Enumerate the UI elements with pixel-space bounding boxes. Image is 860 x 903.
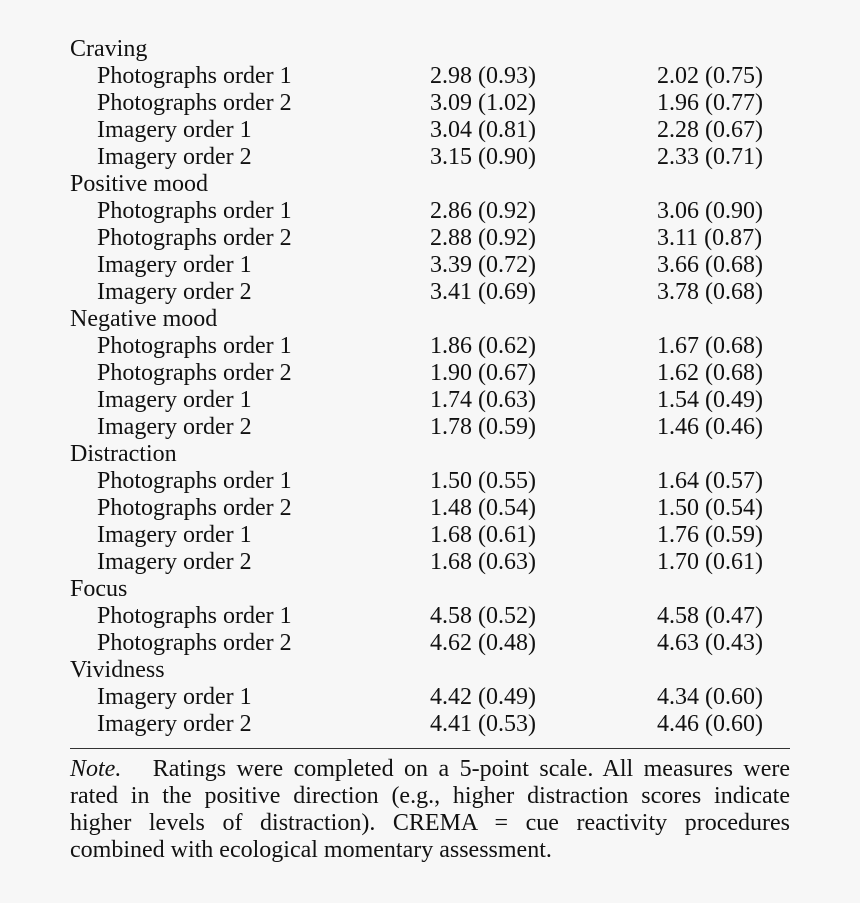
- value-col-2: 3.06 (0.90): [657, 198, 763, 224]
- value-col-1: 1.78 (0.59): [430, 414, 536, 440]
- value-col-1: 4.42 (0.49): [430, 684, 536, 710]
- value-col-2: 4.63 (0.43): [657, 630, 763, 656]
- value-col-1: 1.74 (0.63): [430, 387, 536, 413]
- value-col-1: 3.41 (0.69): [430, 279, 536, 305]
- value-col-1: 1.68 (0.61): [430, 522, 536, 548]
- row-label: Photographs order 1: [97, 468, 292, 494]
- value-col-1: 2.98 (0.93): [430, 63, 536, 89]
- row-label: Photographs order 1: [97, 603, 292, 629]
- row-label: Imagery order 1: [97, 387, 252, 413]
- value-col-1: 4.41 (0.53): [430, 711, 536, 737]
- section-header: [70, 306, 790, 333]
- table-row: [70, 387, 790, 414]
- value-col-2: 3.11 (0.87): [657, 225, 763, 251]
- table-row: [70, 252, 790, 279]
- table-row: [70, 603, 790, 630]
- table-row: [70, 360, 790, 387]
- section-header: [70, 441, 790, 468]
- row-label: Photographs order 2: [97, 225, 292, 251]
- row-label: Photographs order 1: [97, 63, 292, 89]
- row-label: Imagery order 2: [97, 414, 252, 440]
- value-col-2: 2.33 (0.71): [657, 144, 763, 170]
- value-col-2: 1.70 (0.61): [657, 549, 763, 575]
- table-row: [70, 198, 790, 225]
- row-label: Imagery order 1: [97, 117, 252, 143]
- value-col-2: 1.46 (0.46): [657, 414, 763, 440]
- table-bottom-rule: [70, 748, 790, 749]
- table-row: [70, 468, 790, 495]
- value-col-2: 1.67 (0.68): [657, 333, 763, 359]
- value-col-1: 1.86 (0.62): [430, 333, 536, 359]
- row-label: Imagery order 1: [97, 522, 252, 548]
- value-col-2: 4.58 (0.47): [657, 603, 763, 629]
- table-row: [70, 279, 790, 306]
- value-col-2: 3.78 (0.68): [657, 279, 763, 305]
- section-title: Focus: [70, 576, 128, 602]
- value-col-1: 4.62 (0.48): [430, 630, 536, 656]
- value-col-1: 1.48 (0.54): [430, 495, 536, 521]
- row-label: Imagery order 2: [97, 549, 252, 575]
- section-header: [70, 657, 790, 684]
- value-col-1: 1.68 (0.63): [430, 549, 536, 575]
- table-row: [70, 495, 790, 522]
- value-col-2: 1.96 (0.77): [657, 90, 763, 116]
- row-label: Photographs order 1: [97, 198, 292, 224]
- value-col-2: 1.62 (0.68): [657, 360, 763, 386]
- row-label: Imagery order 1: [97, 684, 252, 710]
- value-col-2: 1.64 (0.57): [657, 468, 763, 494]
- table-row: [70, 117, 790, 144]
- row-label: Imagery order 2: [97, 144, 252, 170]
- value-col-1: 3.39 (0.72): [430, 252, 536, 278]
- row-label: Photographs order 2: [97, 630, 292, 656]
- row-label: Photographs order 2: [97, 90, 292, 116]
- section-header: [70, 36, 790, 63]
- value-col-2: 1.76 (0.59): [657, 522, 763, 548]
- table-row: [70, 144, 790, 171]
- section-header: [70, 576, 790, 603]
- row-label: Imagery order 2: [97, 711, 252, 737]
- value-col-1: 3.15 (0.90): [430, 144, 536, 170]
- row-label: Imagery order 1: [97, 252, 252, 278]
- table-row: [70, 630, 790, 657]
- value-col-2: 2.28 (0.67): [657, 117, 763, 143]
- table-row: [70, 333, 790, 360]
- table-row: [70, 549, 790, 576]
- value-col-2: 4.46 (0.60): [657, 711, 763, 737]
- section-title: Craving: [70, 36, 148, 62]
- note-label: Note.: [70, 756, 122, 782]
- section-title: Negative mood: [70, 306, 218, 332]
- value-col-2: 1.54 (0.49): [657, 387, 763, 413]
- table-row: [70, 522, 790, 549]
- table-row: [70, 225, 790, 252]
- table-row: [70, 90, 790, 117]
- value-col-2: 2.02 (0.75): [657, 63, 763, 89]
- row-label: Photographs order 2: [97, 360, 292, 386]
- value-col-1: 4.58 (0.52): [430, 603, 536, 629]
- value-col-1: 3.04 (0.81): [430, 117, 536, 143]
- table-row: [70, 684, 790, 711]
- table-row: [70, 711, 790, 738]
- value-col-1: 2.86 (0.92): [430, 198, 536, 224]
- value-col-1: 1.90 (0.67): [430, 360, 536, 386]
- section-header: [70, 171, 790, 198]
- value-col-1: 3.09 (1.02): [430, 90, 536, 116]
- row-label: Photographs order 2: [97, 495, 292, 521]
- table-row: [70, 63, 790, 90]
- value-col-1: 1.50 (0.55): [430, 468, 536, 494]
- row-label: Photographs order 1: [97, 333, 292, 359]
- value-col-2: 1.50 (0.54): [657, 495, 763, 521]
- value-col-2: 4.34 (0.60): [657, 684, 763, 710]
- section-title: Distraction: [70, 441, 177, 467]
- table-row: [70, 414, 790, 441]
- value-col-1: 2.88 (0.92): [430, 225, 536, 251]
- table-note: [70, 756, 790, 864]
- section-title: Positive mood: [70, 171, 209, 197]
- results-table: [70, 36, 790, 738]
- section-title: Vividness: [70, 657, 165, 683]
- row-label: Imagery order 2: [97, 279, 252, 305]
- value-col-2: 3.66 (0.68): [657, 252, 763, 278]
- note-text: Ratings were completed on a 5-point scale. All measures were rated in the positive direction (e.g., higher distraction scores indicate higher levels of distraction). CREMA = cue reactivity procedures combined with ecological momentary assessment.: [70, 756, 791, 863]
